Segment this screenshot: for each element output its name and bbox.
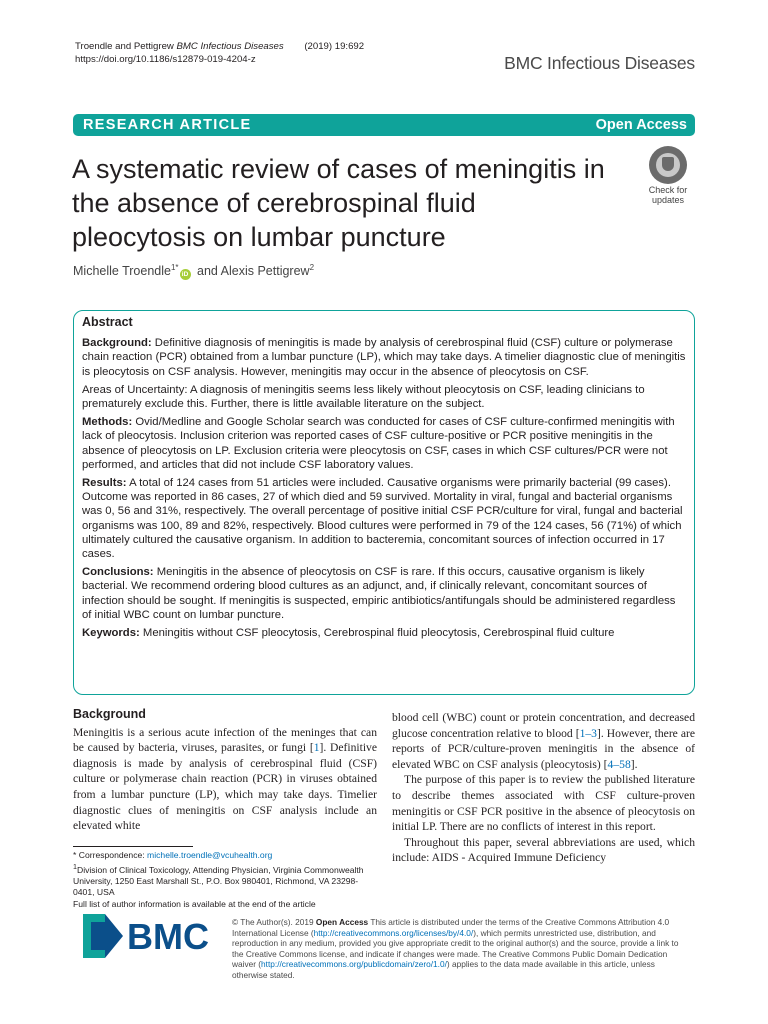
check-updates-line1: Check for — [648, 185, 688, 195]
license-text: This article is distributed under the terms of the Creative Commons Attribution 4.0 International License ( — [232, 917, 670, 938]
abstract-keywords-label: Keywords: — [82, 627, 140, 640]
footnote-divider — [73, 846, 193, 847]
author-1-affiliation: 1* — [170, 263, 179, 272]
body-paragraph-1 — [73, 725, 377, 834]
abstract-box — [73, 310, 695, 695]
journal-name: BMC Infectious Diseases — [504, 53, 695, 73]
abstract-conclusions — [82, 565, 686, 622]
article-title: A systematic review of cases of meningitis in the absence of cerebrospinal fluid pleocytosis on lumbar puncture — [72, 154, 605, 252]
citation-authors: Troendle and Pettigrew — [75, 41, 174, 52]
correspondence-label: * Correspondence: — [73, 850, 148, 860]
body-text: ]. However, there are reports of PCR/culture-proven meningitis in the absence of elevated WBC on CSF analysis (pleocytosis) [ — [392, 726, 695, 771]
abstract-results-label: Results: — [82, 477, 127, 490]
citation-line — [75, 40, 364, 53]
bmc-logo-mark — [83, 912, 217, 958]
open-access-label: Open Access — [595, 117, 687, 133]
citation-year: (2019) 19:692 — [304, 41, 365, 52]
copyright-text: © The Author(s). 2019 — [232, 917, 316, 927]
body-left-column — [73, 707, 377, 834]
abstract-background-text: Definitive diagnosis of meningitis is made by analysis of cerebrospinal fluid (CSF) culture or polymerase chain reaction (PCR) obtained from a lumbar puncture (LP), which may take days. A timelier diagnostic clue of meningitis is pleocytosis on CSF analysis. However, meningitis may occur in the absence of pleocytosis on CSF. — [82, 337, 686, 378]
abstract-methods-label: Methods: — [82, 416, 133, 429]
bmc-logo — [83, 912, 217, 958]
correspondence-email-link[interactable]: michelle.troendle@vcuhealth.org — [147, 850, 273, 860]
citation-link[interactable]: 4–58 — [607, 757, 631, 771]
check-for-updates-button[interactable] — [640, 146, 696, 205]
license-url-link[interactable]: http://creativecommons.org/licenses/by/4.0/ — [313, 927, 474, 938]
body-text: blood cell (WBC) count or protein concentration, and decreased glucose concentration relative to blood [ — [392, 711, 695, 740]
section-heading-background: Background — [73, 707, 146, 721]
article-type-label: RESEARCH ARTICLE — [83, 117, 252, 133]
abstract-methods-text: Ovid/Medline and Google Scholar search was conducted for cases of CSF culture-confirmed meningitis with lack of pleocytosis. Inclusion criterion was reported cases of CSF culture-positive or PCR positive meningitis in the absence of pleocytosis on LP. Exclusion criteria were pleocytosis on CSF, cases in which CSF cultures/PCR were not performed, and articles that did not include CSF laboratory values. — [82, 416, 675, 471]
author-name-2[interactable]: Alexis Pettigrew — [220, 264, 310, 279]
affiliation-text: Division of Clinical Toxicology, Attending Physician, Virginia Commonwealth University, 1250 East Marshall St., P.O. Box 980401, Richmond, VA 23298-0401, USA — [73, 864, 364, 898]
citation-journal: BMC Infectious Diseases — [176, 41, 284, 52]
body-text: ]. Definitive diagnosis is made by analysis of cerebrospinal fluid (CSF) culture or polymerase chain reaction (PCR) in viruses obtained from a lumbar puncture (LP), which may take days. Timelier diagnostic clues of meningitis on CSF analysis include an elevated white — [73, 741, 377, 833]
license-open-access: Open Access — [315, 917, 369, 927]
orcid-icon[interactable]: iD — [180, 269, 191, 280]
body-paragraph-3: The purpose of this paper is to review the published literature to describe themes associated with CSF culture-proven meningitis or CSF PCR positive in the absence of pleocytosis on initial LP. There are no conflicts of interest in this report. — [392, 773, 695, 834]
abstract-background-label: Background: — [82, 337, 152, 350]
license-text: ) applies to the data made available in this article, unless otherwise stated. — [232, 959, 655, 980]
abstract-conclusions-text: Meningitis in the absence of pleocytosis on CSF is rare. If this occurs, causative organism is likely bacterial. We recommend ordering blood cultures as an adjunct, and, if clinically relevant, concomitant sources of infection should be sought. If meningitis is suspected, empiric antibiotics/antifungals should be administered regardless of initial WBC count on lumbar puncture. — [82, 566, 676, 621]
license-text: ), which permits unrestricted use, distribution, and reproduction in any medium, provided you give appropriate credit to the original author(s) and the source, provide a link to the Creative Commons license, and indicate if changes were made. The Creative Commons Public Domain Dedication waiver ( — [232, 927, 679, 969]
author-info-note: Full list of author information is available at the end of the article — [73, 898, 316, 909]
body-text: ]. — [630, 757, 638, 771]
check-updates-line2: updates — [651, 194, 685, 205]
abstract-background — [82, 336, 686, 379]
abstract-uncertainty: Areas of Uncertainty: A diagnosis of meningitis seems less likely without pleocytosis on CSF, leading clinicians to prematurely exclude this. Further, there is little available literature on the subject. — [82, 383, 645, 411]
body-paragraph-4: Throughout this paper, several abbreviations are used, which include: AIDS - Acquired Immune Deficiency — [392, 835, 695, 865]
abstract-results-text: A total of 124 cases from 51 articles were included. Causative organisms were primarily bacterial (99 cases). Outcome was reported in 86 cases, 27 of which died and 59 survived. Mortality in viral, fungal and bacterial organisms was 0, 56 and 31%, respectively. The overall percentage of positive initial CSF PCR/culture for viral, fungal and bacterial organisms was 100, 89 and 82%, respectively. Blood cultures were performed in 79 of the 124 cases, 56 (71%) of which ultimately cultured the causative organism. In addition to bacteremia, concomitant sources of infection occurred in 17 cases. — [82, 477, 683, 561]
author-name-1[interactable]: Michelle Troendle — [73, 264, 171, 279]
body-paragraph-2 — [392, 710, 695, 772]
affiliation-line — [73, 862, 378, 899]
bmc-logo-text: BMC — [127, 916, 209, 957]
author-list — [73, 263, 314, 280]
citation-link[interactable]: 1 — [313, 741, 320, 755]
abstract-methods — [82, 415, 686, 472]
footnote — [73, 850, 378, 910]
affiliation-number: 1 — [73, 862, 77, 871]
body-text: Meningitis is a serious acute infection of the meninges that can be caused by bacteria, viruses, parasites, or fungi [ — [73, 725, 377, 755]
doi-link[interactable]: https://doi.org/10.1186/s12879-019-4204-z — [75, 54, 256, 65]
license-notice — [232, 917, 687, 980]
citation-header — [75, 40, 364, 66]
article-type-banner — [73, 114, 695, 136]
correspondence-line — [73, 850, 378, 862]
citation-link[interactable]: 1–3 — [579, 726, 597, 740]
author-2-affiliation: 2 — [309, 263, 315, 272]
abstract-heading: Abstract — [82, 315, 133, 329]
author-conjunction: and — [193, 264, 221, 279]
abstract-keywords-text: Meningitis without CSF pleocytosis, Cerebrospinal fluid pleocytosis, Cerebrospinal fluid culture — [139, 627, 615, 640]
abstract-conclusions-label: Conclusions: — [82, 566, 154, 579]
body-right-column — [392, 710, 695, 866]
abstract-results — [82, 476, 686, 561]
check-updates-icon — [649, 146, 687, 184]
waiver-url-link[interactable]: http://creativecommons.org/publicdomain/zero/1.0/ — [261, 959, 447, 969]
abstract-keywords — [82, 626, 686, 640]
check-updates-label — [640, 186, 696, 205]
